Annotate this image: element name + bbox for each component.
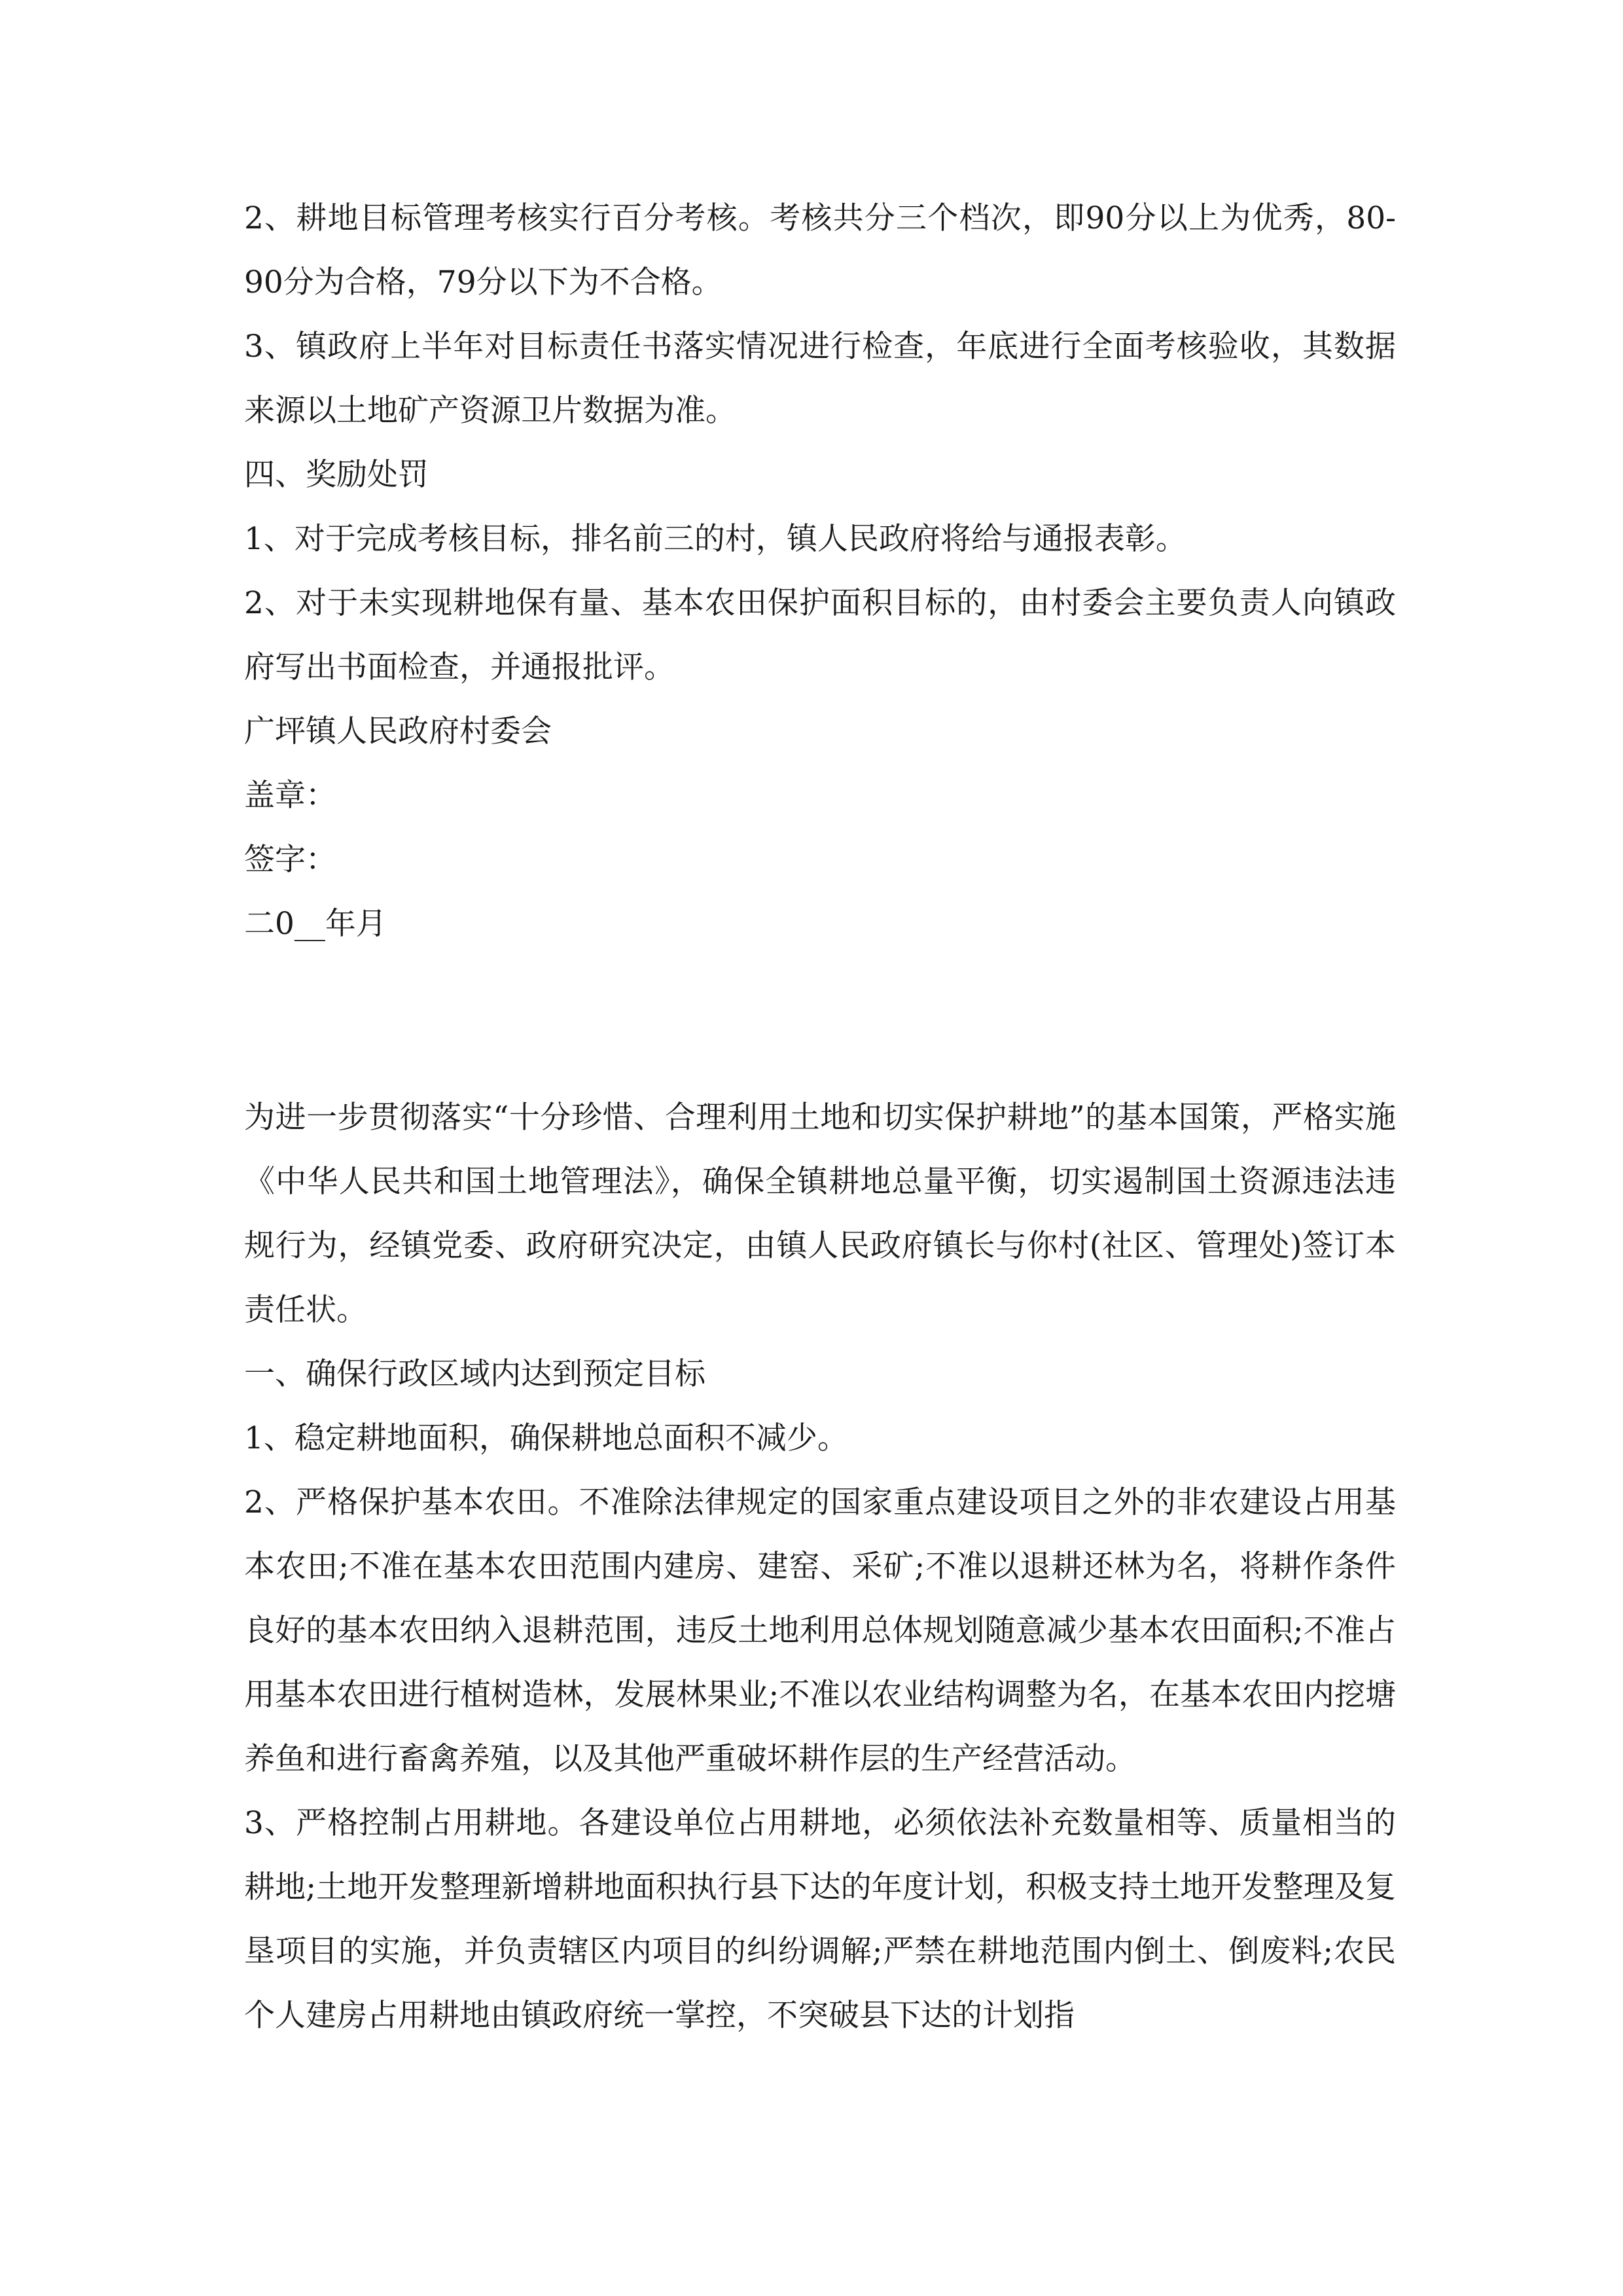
signature-line: 签字： bbox=[244, 842, 336, 878]
heading-targets: 一、确保行政区域内达到预定目标 bbox=[244, 1356, 705, 1392]
section-gap bbox=[244, 956, 1396, 1086]
paragraph-reward: 1、对于完成考核目标，排名前三的村，镇人民政府将给与通报表彰。 bbox=[244, 521, 1186, 557]
paragraph-inspection: 3、镇政府上半年对目标责任书落实情况进行检查，年底进行全面考核验收，其数据来源以土地矿产资源卫片数据为准。 bbox=[244, 329, 1396, 429]
paragraph-penalty: 2、对于未实现耕地保有量、基本农田保护面积目标的，由村委会主要负责人向镇政府写出书面检查，并通报批评。 bbox=[244, 585, 1396, 685]
paragraph-assessment-scoring: 2、耕地目标管理考核实行百分考核。考核共分三个档次，即90分以上为优秀，80-90分为合格，79分以下为不合格。 bbox=[244, 200, 1396, 300]
signatory-organization: 广坪镇人民政府村委会 bbox=[244, 713, 552, 749]
paragraph-control-occupation: 3、严格控制占用耕地。各建设单位占用耕地，必须依法补充数量相等、质量相当的耕地;土地开发整理新增耕地面积执行县下达的年度计划，积极支持土地开发整理及复垦项目的实施，并负责辖区内项目的纠纷调解;严禁在耕地范围内倒土、倒废料;农民个人建房占用耕地由镇政府统一掌控，不突破县下达的计划指 bbox=[244, 1805, 1396, 2034]
paragraph-protect-basic-farmland: 2、严格保护基本农田。不准除法律规定的国家重点建设项目之外的非农建设占用基本农田;不准在基本农田范围内建房、建窑、采矿;不准以退耕还林为名，将耕作条件良好的基本农田纳入退耕范围，违反土地利用总体规划随意减少基本农田面积;不准占用基本农田进行植树造林，发展林果业;不准以农业结构调整为名，在基本农田内挖塘养鱼和进行畜禽养殖，以及其他严重破坏耕作层的生产经营活动。 bbox=[244, 1484, 1396, 1777]
date-line: 二0__年月 bbox=[244, 906, 387, 942]
seal-line: 盖章： bbox=[244, 778, 336, 814]
paragraph-stabilize-farmland: 1、稳定耕地面积，确保耕地总面积不减少。 bbox=[244, 1420, 848, 1456]
heading-rewards-penalties: 四、奖励处罚 bbox=[244, 457, 429, 493]
paragraph-preamble: 为进一步贯彻落实“十分珍惜、合理利用土地和切实保护耕地”的基本国策，严格实施《中华人民共和国土地管理法》，确保全镇耕地总量平衡，切实遏制国土资源违法违规行为，经镇党委、政府研究决定，由镇人民政府镇长与你村(社区、管理处)签订本责任状。 bbox=[244, 1100, 1396, 1328]
document-page bbox=[244, 187, 1396, 2048]
